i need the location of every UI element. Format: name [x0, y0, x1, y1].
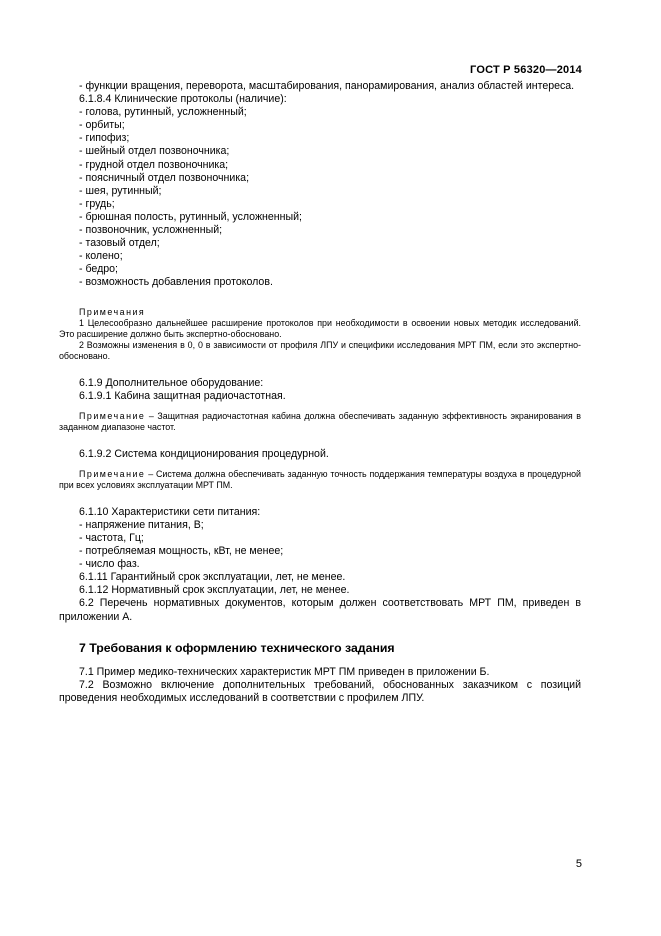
list-item: - шейный отдел позвоночника; — [79, 145, 230, 158]
paragraph-6-1-8-4: 6.1.8.4 Клинические протоколы (наличие): — [79, 93, 287, 106]
page-number: 5 — [575, 858, 582, 870]
page-body — [59, 80, 581, 705]
note-text: – Система должна обеспечивать заданную точность поддержания температуры воздуха в процедурной при всех условиях эксплуатации МРТ ПМ. — [59, 468, 581, 490]
note-1: 1 Целесообразно дальнейшее расширение протоколов при необходимости в освоении новых методик исследований. Это расширение должно быть экспертно-обосновано. — [59, 317, 581, 339]
protocols-list — [59, 106, 581, 289]
note-label: Примечание — [79, 410, 146, 421]
power-list — [59, 519, 581, 571]
paragraph-6-1-11: 6.1.11 Гарантийный срок эксплуатации, лет, не менее. — [79, 571, 346, 584]
paragraph-6-1-9: 6.1.9 Дополнительное оборудование: — [79, 376, 264, 389]
paragraph-7-1: 7.1 Пример медико-технических характеристик МРТ ПМ приведен в приложении Б. — [79, 665, 490, 678]
paragraph-6-2: 6.2 Перечень нормативных документов, которым должен соответствовать МРТ ПМ, приведен в приложении А. — [59, 597, 581, 623]
paragraph-6-1-9-1: 6.1.9.1 Кабина защитная радиочастотная. — [79, 389, 286, 402]
list-item: - возможность добавления протоколов. — [79, 276, 273, 289]
notes-title: Примечания — [79, 306, 146, 317]
list-item: - шея, рутинный; — [79, 184, 162, 197]
note-conditioning — [59, 469, 581, 491]
list-item: - напряжение питания, В; — [79, 518, 204, 531]
note-cabin — [59, 411, 581, 433]
doc-code-header: ГОСТ Р 56320—2014 — [470, 64, 582, 76]
list-item: - потребляемая мощность, кВт, не менее; — [79, 545, 284, 558]
list-item: - частота, Гц; — [79, 531, 144, 544]
list-item: - колено; — [79, 250, 123, 263]
note-text: – Защитная радиочастотная кабина должна обеспечивать заданную эффективность экранирования в заданном диапазоне частот. — [59, 410, 581, 432]
paragraph-6-1-12: 6.1.12 Нормативный срок эксплуатации, лет, не менее. — [79, 584, 350, 597]
list-item: - тазовый отдел; — [79, 237, 160, 250]
list-item: - бедро; — [79, 263, 118, 276]
paragraph-7-2: 7.2 Возможно включение дополнительных требований, обоснованных заказчиком с позиций проведения необходимых исследований в соответствии с профилем ЛПУ. — [59, 678, 581, 704]
list-item: - грудь; — [79, 197, 115, 210]
paragraph-functions: - функции вращения, переворота, масштабирования, панорамирования, анализ областей интереса. — [79, 80, 575, 92]
list-item: - позвоночник, усложненный; — [79, 224, 223, 237]
section-7-heading: 7 Требования к оформлению технического задания — [79, 640, 395, 655]
list-item: - орбиты; — [79, 119, 125, 132]
note-2: 2 Возможны изменения в 0, 0 в зависимости от профиля ЛПУ и специфики исследования МРТ ПМ, если это экспертно-обосновано. — [59, 339, 581, 361]
list-item: - гипофиз; — [79, 132, 130, 145]
note-label: Примечание — [79, 468, 146, 479]
list-item: - голова, рутинный, усложненный; — [79, 106, 247, 119]
list-item: - число фаз. — [79, 558, 140, 571]
list-item: - брюшная полость, рутинный, усложненный; — [79, 210, 302, 223]
paragraph-6-1-10: 6.1.10 Характеристики сети питания: — [79, 505, 261, 518]
paragraph-6-1-9-2: 6.1.9.2 Система кондиционирования процедурной. — [79, 447, 329, 460]
list-item: - поясничный отдел позвоночника; — [79, 171, 250, 184]
list-item: - грудной отдел позвоночника; — [79, 158, 229, 171]
